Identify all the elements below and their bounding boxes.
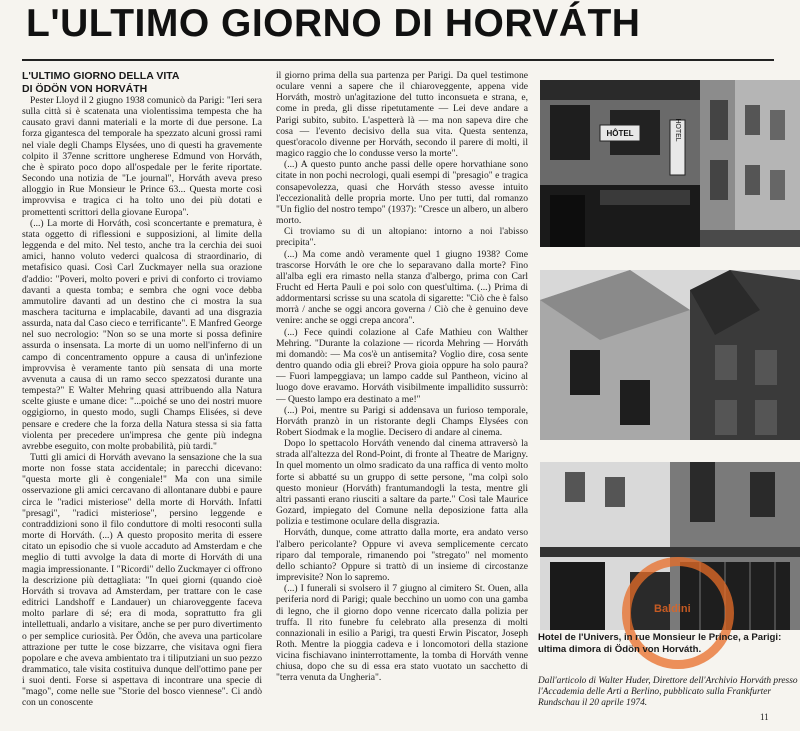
paragraph: (...) A questo punto anche passi delle opere horvathiane sono citate in non pochi necrologi, quali esempi di "presagio" e tragica consapevolezza, quasi che Horváth stesso avesse intuito l'eccezionalità delle propria morte. Uno per tutti, dal romanzo "Un figlio del nostro tempo" (1937): "Cresce un albero, un albero morto. <box>276 159 528 227</box>
paragraph: Horváth, dunque, come attratto dalla morte, era andato verso l'albero pericolante? Oppure vi aveva semplicemente cercato riparo dal temporale, rimanendo poi "stregato" nel momento dello schianto? Oppure si trattò di un insieme di circostanze imprevisite? Non lo sapremo. <box>276 527 528 584</box>
page-number: 11 <box>760 712 769 722</box>
article-subtitle-line1: L'ULTIMO GIORNO DELLA VITA <box>22 70 180 82</box>
title-rule <box>22 59 774 61</box>
photo-caption: Hotel de l'Univers, in rue Monsieur le Prince, a Parigi: ultima dimora di Ödön von Horváth. <box>538 632 782 655</box>
paragraph: il giorno prima della sua partenza per Parigi. Da quel testimone oculare venni a sapere che il chiaroveggente, appena vide Horváth, mostrò un'agitazione del tutto inconsueta e strana, e, come in preda, gli disse ripetutamente — Lei deve andare a Parigi subito, subito. L'aspetterà là — ma non sapeva dire che cosa — l'evento decisivo della sua vita. Questa sentenza, quest'oracolo divenne per Horváth, secondo il parere di molti, il magico raggio che lo condusse verso la morte". <box>276 70 528 160</box>
article-column-2 <box>276 70 528 712</box>
photo-hotel-facade <box>540 80 800 247</box>
paragraph: (...) Fece quindi colazione al Cafe Mathieu con Walther Mehring. "Durante la colazione — ricorda Mehring — Horváth mi domandò: — Ma cos'è un antisemita? Voglio dire, cosa sente dentro quando odia gli ebrei? Prova gioia oppure ha solo paura? — Fuori lampeggiava; un lampo cadde sul Pantheon, vicino al luogo dove eravamo. Horváth visibilmente impallidito sussurrò: — Questo lampo era destinato a me!" <box>276 326 528 405</box>
vertical-hotel-sign: HOTEL <box>674 118 681 142</box>
hotel-sign: HÔTEL <box>606 129 634 138</box>
paragraph: (...) Ma come andò veramente quel 1 giugno 1938? Come trascorse Horváth le ore che lo separavano dalla morte? Fino all'alba egli era rimasto nella stanza d'albergo, prima con Carl Frucht ed Herta Pauli e poi solo con quest'ultima. (...) Prima di addormentarsi scrisse su una scatola di sigarette: "Ciò che è falso morrà / anche se oggi ancora governa / Ciò che è genuino deve venire: anche se oggi crepa ancora". <box>276 248 528 327</box>
photo-rooftops <box>540 270 800 440</box>
paragraph: (...) I funerali si svolsero il 7 giugno al cimitero St. Ouen, alla periferia nord di Parigi; quale becchino un uomo con una gamba di legno, che il giorno dopo venne ricercato dalla polizia per truffa. Il rito funebre fu celebrato alla presenza di molti connazionali in esilio a Parigi, tra questi Erwin Piscator, Joseph Roth. Mentre la pioggia cadeva e i loncomotori della stazione vicina fischiavano ininterrottamente, la tomba di Horváth venne chiusa, dopo che su di essa era stato vuotato un sacchetto di "terra venuta da Ungheria". <box>276 583 528 684</box>
source-note: Dall'articolo di Walter Huder, Direttore dell'Archivio Horváth presso l'Accademia delle Arti a Berlino, pubblicato sulla Frankfurter Rundschau il 20 aprile 1974. <box>538 676 798 709</box>
article-subtitle <box>22 70 262 95</box>
watermark-stamp-text: Baldini <box>654 603 691 615</box>
paragraph: Pester Lloyd il 2 giugno 1938 comunicò da Parigi: "Ieri sera sulla città si è scatenata una violentissima tempesta che ha causato gravi danni materiali e la morte di due persone. La forza gigantesca del temporale ha spezzato alcuni grossi rami nel viale degli Champs Elysées, uno di questi ha gravemente colpito il 37enne scrittore ungherese Edmund von Horváth, che è spirato poco dopo all'ospedale per le ferite riportate. Secondo una notizia de "Le journal", Horváth aveva preso alloggio in Rue Monsieur le Prince 63... Questa morte così improvvisa e tragica ci ha tolto uno dei più dotati e promettenti scrittori della giovane Europa". <box>22 95 262 218</box>
page-title: L'ULTIMO GIORNO DI HORVÁTH <box>26 2 641 45</box>
paragraph: (...) La morte di Horváth, così sconcertante e prematura, è stata oggetto di riflessioni e supposizioni, al limite della leggenda e del mito. Nel testo, anche tra la cerchia dei suoi amici, hanno voluto vederci qualcosa di straordinario, di metafisico quasi. Così Carl Zuckmayer nella sua orazione d'addio: "Poveri, molto poveri e privi di conforto ci troviamo davanti a questa tomba; e sembra che ogni voce debba ammutolire davanti ad un destino che ci mostra la sua maschera taciturna e implacabile, davanti ad una disgrazia assurda, nata dal Caso cieco e terrificante". E Manfred George nel suo necrologio: "Non so se una morte si possa definire assurda o insensata. La morte di un uomo nell'inferno di un campo di concentramento oppure a causa di un'infezione improvvisa è veramente tanto più sensata di una morte avvenuta a causa di un ramo secco spezzatosi durante una tempesta?" E Walter Mehring quasi attribuendo alla Natura scelte giuste e umane dice: "...poiché se uno dei nostri muore oggigiorno, in questo modo, sugli Champs Elisées, si deve pensare e credere che la forza della Natura stessa si sia fatta violenta per precedere un'impresa che gente più indegna avrebbe eseguito, con molte probabilità, più tardi." <box>22 217 262 452</box>
article-subtitle-line2: DI ÖDÖN VON HORVÁTH <box>22 82 148 95</box>
paragraph: (...) Poi, mentre su Parigi si addensava un furioso temporale, Horváth pranzò in un ristorante degli Champs Elysées con Robert Siodmak e la moglie. Decisero di andare al cinema. <box>276 404 528 438</box>
paragraph: Ci troviamo su di un altopiano: intorno a noi l'abisso precipita". <box>276 226 528 249</box>
paragraph: Dopo lo spettacolo Horváth venendo dal cinema attraversò la strada all'altezza del Rond-Point, di fronte al Theatre de Marigny. In quel momento un olmo sradicato da una raffica di vento molto forte si abbatté su un gruppo di sette persone, "ma colpì solo questo monieur (Horváth) frantumandogli la testa, mentre gli altri passanti erano riusciti a saltare da parte." Così tale Maurice Gozard, impiegato del Comune nella deposizione fatta alla polizia e testimone oculare della disgrazia. <box>276 438 528 528</box>
article-column-1 <box>22 70 262 712</box>
paragraph: Tutti gli amici di Horváth avevano la sensazione che la sua morte non fosse stata accidentale; in parecchi dicevano: "questa morte gli è congeniale!" Ma con una simile osservazione gli amici cercavano di allontanare dubbi e paure circa le "radici misteriose" della morte di Horváth. Infatti "presagi", "radici misteriose", persino leggende e contraddizioni sono il filo conduttore di molti resoconti sulla morte di Horváth. (...) A questo proposito merita di essere citato un episodio che si vuole accaduto ad Amsterdam e che meglio di tutti avvolge la data di morte di Horváth di una magia impressionante. I "Ricordi" dello Zuckmayer ci offrono la descrizione più dettagliata: "In quei giorni (quando cioè Horváth si trovava ad Amsterdam, per trattare con le case editrici Landshoff e Landauer) un chiaroveggente faceva molto parlare di sé; era di moda, soprattutto fra gli intellettuali, andarlo a visitare, anche se per puro divertimento o per semplice curiosità. Per Ödön, che aveva una particolare attrazione per tutte le cose bizzarre, che visitava ogni fiera popolare e che aveva ambientato tra i tiliputziani un suo pezzo drammatico, tale visita costituiva dunque dell'ottimo pane per i suoi denti. Forse si aspettava di incontrare una specie di "mago", come nelle sue "Storie del bosco viennese". Ci andò con un conoscente <box>22 452 262 709</box>
